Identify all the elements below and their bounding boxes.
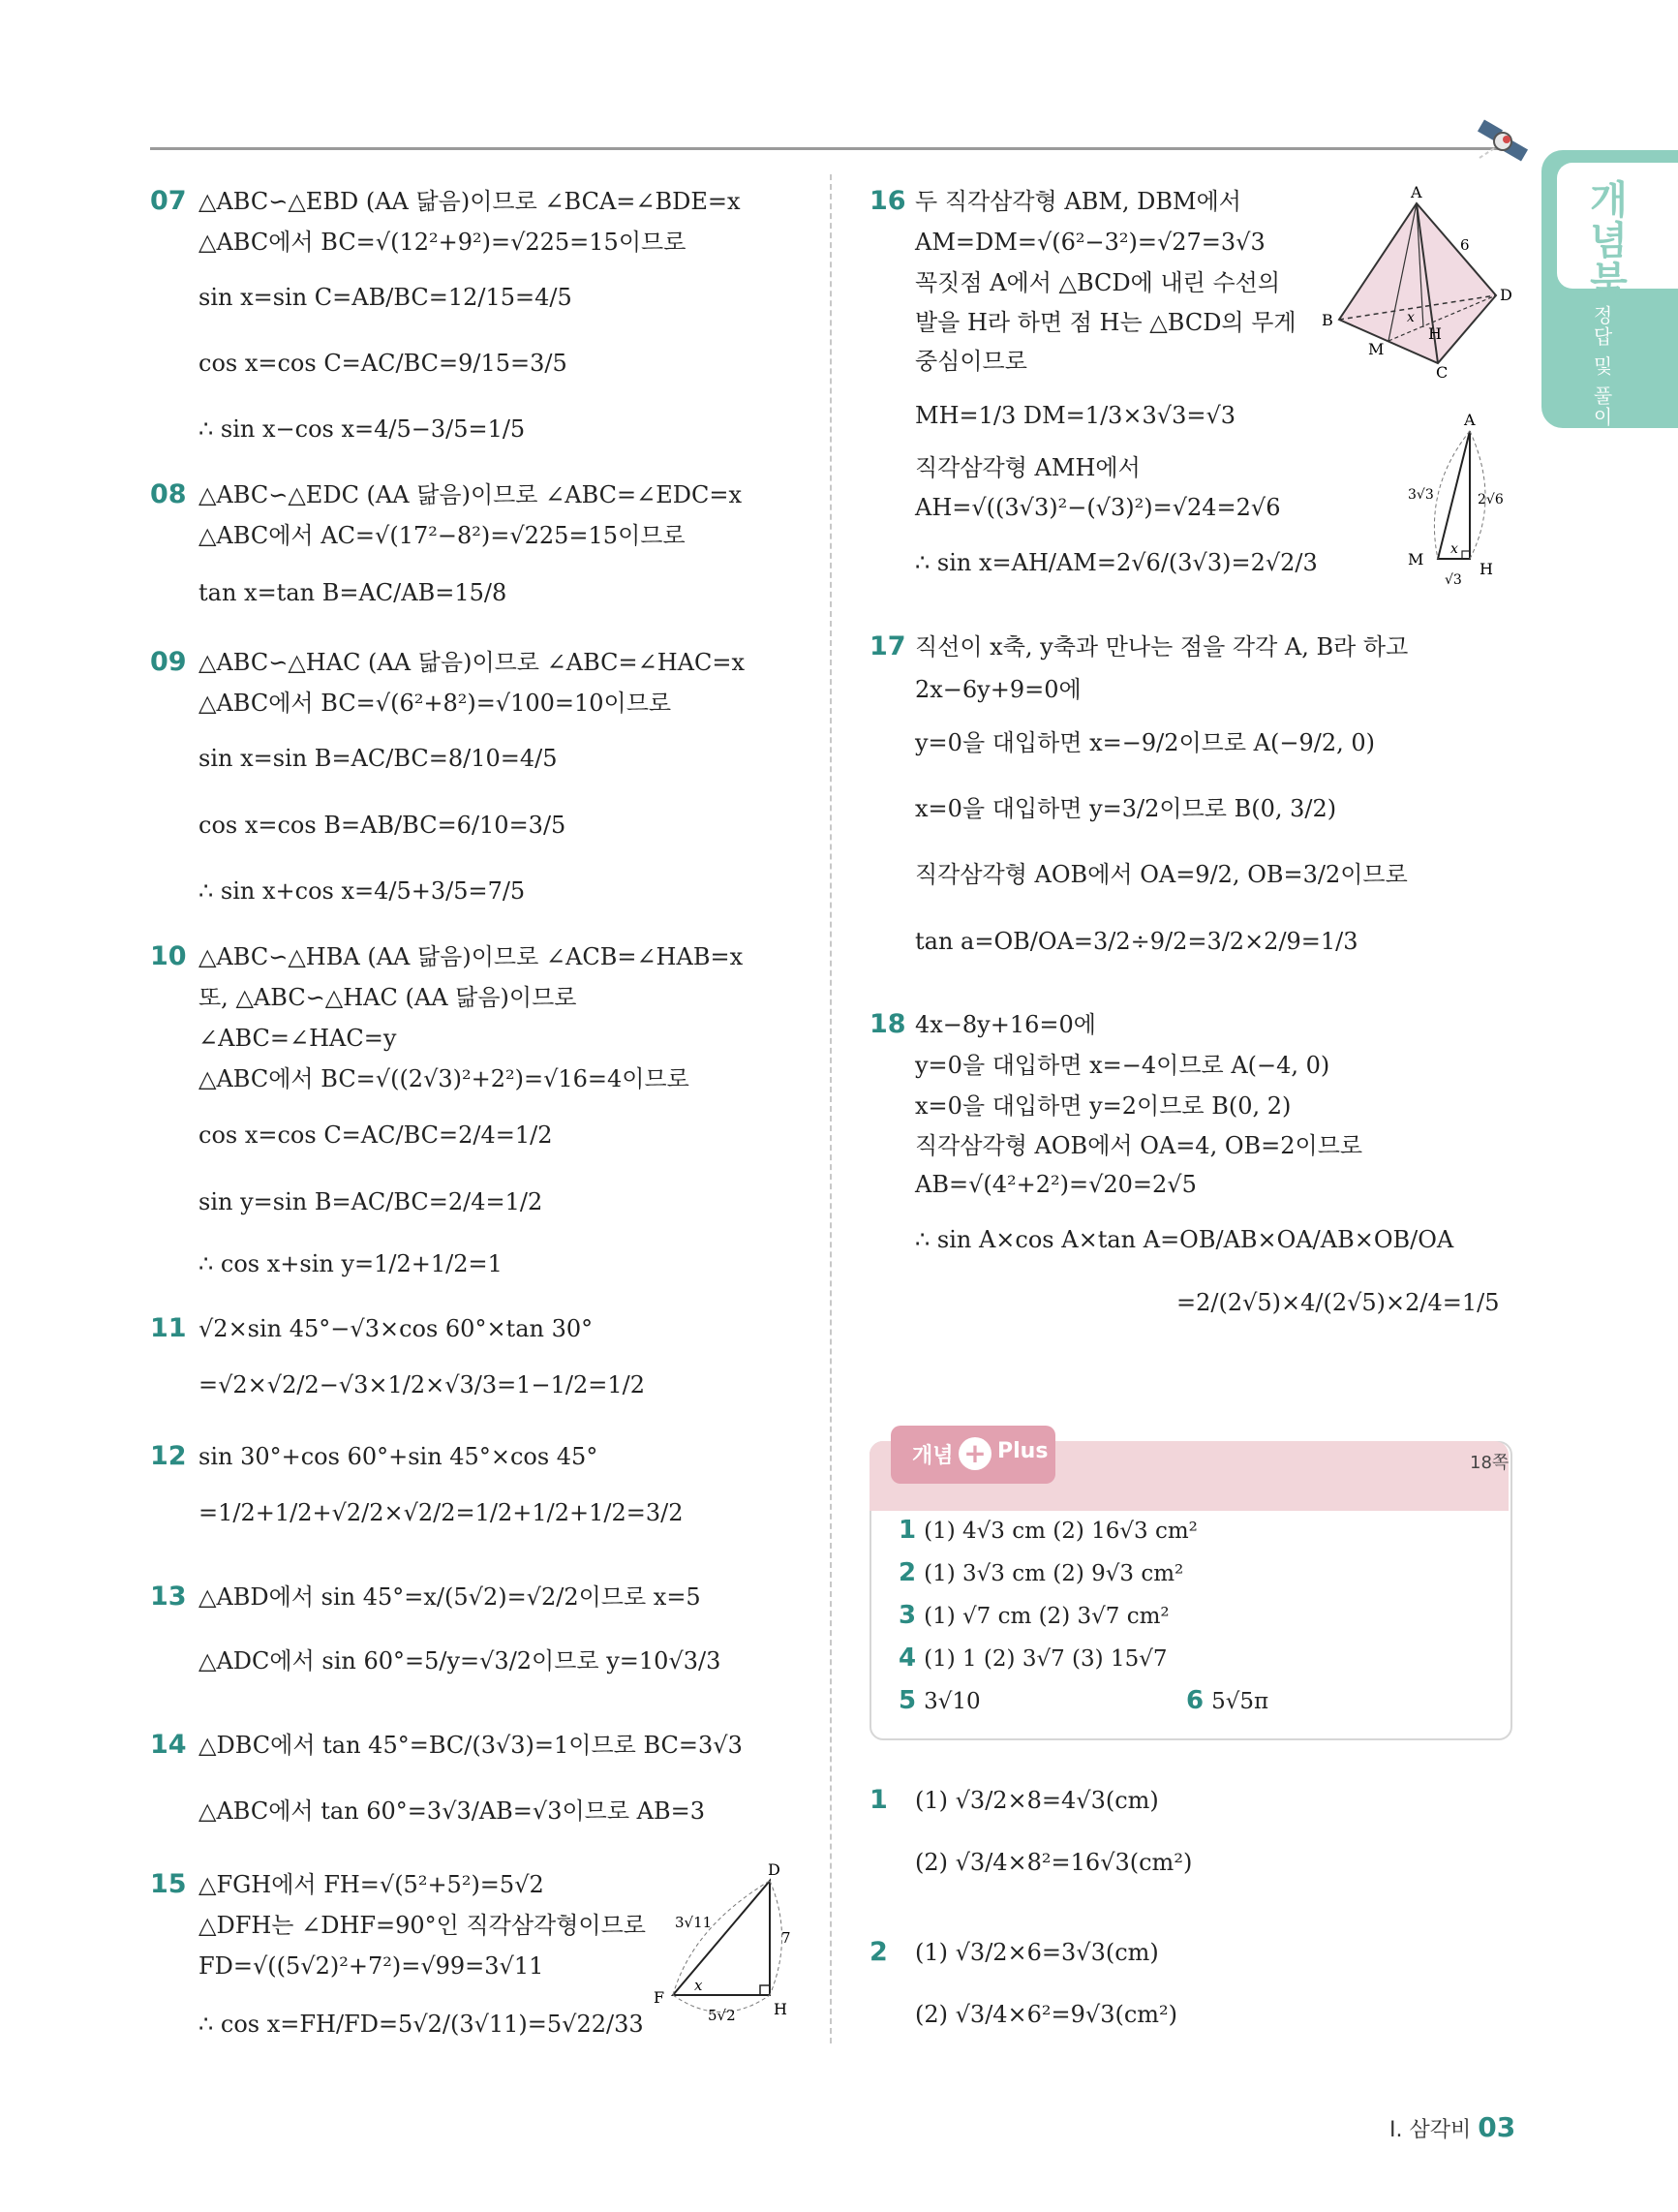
- page-reference: 18쪽: [1470, 1453, 1510, 1473]
- problem-number: 15: [150, 1869, 187, 1899]
- fig-label: C: [1436, 363, 1449, 378]
- problem-number: 17: [870, 631, 906, 661]
- solution-line: △ABC∽△EBD (AA 닮음)이므로 ∠BCA=∠BDE=x: [198, 188, 741, 215]
- fig-label: x: [1450, 541, 1458, 557]
- solution-line: y=0을 대입하면 x=−4이므로 A(−4, 0): [915, 1052, 1330, 1079]
- fig-label: H: [1480, 560, 1493, 578]
- fig-label: 5√2: [708, 2007, 736, 2024]
- solution-line: ∴ sin x+cos x=4/5+3/5=7/5: [198, 877, 526, 905]
- solution-line: AH=√((3√3)²−(√3)²)=√24=2√6: [915, 494, 1281, 521]
- solution-line: sin 30°+cos 60°+sin 45°×cos 45°: [198, 1443, 598, 1470]
- solution-line: =2/(2√5)×4/(2√5)×2/4=1/5: [1176, 1289, 1500, 1316]
- answer-number: 2: [899, 1558, 917, 1587]
- fig-label: A: [1464, 412, 1476, 429]
- solution-line: sin y=sin B=AC/BC=2/4=1/2: [198, 1188, 543, 1215]
- triangle-amh-figure: [1404, 412, 1520, 591]
- answer-number: 5: [899, 1686, 917, 1715]
- fig-label: 3√3: [1408, 487, 1434, 503]
- answer-number: 1: [899, 1516, 917, 1545]
- answer-number: 3: [899, 1601, 917, 1630]
- solution-line: 발을 H라 하면 점 H는 △BCD의 무게: [915, 309, 1297, 336]
- fig-label: 3√11: [675, 1914, 713, 1931]
- solution-line: △ABD에서 sin 45°=x/(5√2)=√2/2이므로 x=5: [198, 1583, 701, 1611]
- answer-text: 5√5π: [1211, 1689, 1269, 1714]
- solution-line: 직각삼각형 AOB에서 OA=4, OB=2이므로: [915, 1132, 1363, 1159]
- triangle-fdh-figure: [634, 1859, 808, 2024]
- solution-line: 두 직각삼각형 ABM, DBM에서: [915, 188, 1241, 215]
- problem-number: 14: [150, 1730, 187, 1760]
- solution-line: sin x=sin C=AB/BC=12/15=4/5: [198, 284, 572, 311]
- answer-item: [1186, 1686, 1268, 1715]
- solution-line: △ABC에서 AC=√(17²−8²)=√225=15이므로: [198, 522, 686, 549]
- fig-label: M: [1408, 550, 1424, 568]
- solution-line: 또, △ABC∽△HAC (AA 닮음)이므로: [198, 984, 577, 1011]
- solution-line: ∴ sin x=AH/AM=2√6/(3√3)=2√2/3: [915, 549, 1318, 576]
- solution-line: △ABC∽△HAC (AA 닮음)이므로 ∠ABC=∠HAC=x: [198, 649, 745, 676]
- satellite-icon: [1472, 114, 1540, 182]
- tetrahedron-figure: [1322, 184, 1515, 378]
- solution-line: 4x−8y+16=0에: [915, 1011, 1096, 1038]
- solution-line: MH=1/3 DM=1/3×3√3=√3: [915, 402, 1236, 429]
- solution-line: ∴ sin x−cos x=4/5−3/5=1/5: [198, 415, 526, 443]
- solution-line: △ABC∽△HBA (AA 닮음)이므로 ∠ACB=∠HAB=x: [198, 943, 744, 970]
- page-number: 03: [1478, 2111, 1516, 2143]
- tab-main-label: 개념북: [1583, 179, 1628, 301]
- solution-line: △ABC∽△EDC (AA 닮음)이므로 ∠ABC=∠EDC=x: [198, 481, 742, 508]
- solution-line: ∠ABC=∠HAC=y: [198, 1025, 397, 1052]
- problem-number: 09: [150, 647, 187, 677]
- problem-number: 1: [870, 1785, 888, 1815]
- answer-text: (1) 1 (2) 3√7 (3) 15√7: [924, 1646, 1168, 1672]
- top-rule: [150, 147, 1501, 150]
- fig-label: H: [774, 2000, 787, 2018]
- answer-number: 6: [1186, 1686, 1205, 1715]
- fig-label: 7: [781, 1929, 791, 1947]
- concept-plus-title: 개념: [912, 1444, 954, 1468]
- answer-item: [899, 1558, 1183, 1587]
- tab-sub-label: 정답 및 풀이: [1590, 305, 1613, 428]
- answer-item: [899, 1644, 1168, 1673]
- solution-line: y=0을 대입하면 x=−9/2이므로 A(−9/2, 0): [915, 729, 1375, 756]
- solution-line: tan a=OB/OA=3/2÷9/2=3/2×2/9=1/3: [915, 928, 1358, 955]
- fig-label: M: [1368, 340, 1385, 358]
- solution-line: (2) √3/4×6²=9√3(cm²): [915, 2001, 1178, 2028]
- problem-number: 12: [150, 1441, 187, 1471]
- fig-label: 2√6: [1478, 492, 1504, 507]
- solution-line: (1) √3/2×8=4√3(cm): [915, 1787, 1159, 1814]
- solution-line: △ABC에서 tan 60°=3√3/AB=√3이므로 AB=3: [198, 1797, 706, 1825]
- solution-line: AM=DM=√(6²−3²)=√27=3√3: [915, 229, 1266, 256]
- answer-text: (1) √7 cm (2) 3√7 cm²: [924, 1604, 1170, 1629]
- fig-label: D: [768, 1860, 780, 1879]
- solution-line: △FGH에서 FH=√(5²+5²)=5√2: [198, 1871, 544, 1898]
- answer-text: (1) 4√3 cm (2) 16√3 cm²: [924, 1519, 1198, 1544]
- solution-line: AB=√(4²+2²)=√20=2√5: [915, 1171, 1197, 1198]
- solution-line: x=0을 대입하면 y=2이므로 B(0, 2): [915, 1092, 1292, 1120]
- answer-number: 4: [899, 1644, 917, 1673]
- problem-number: 13: [150, 1582, 187, 1612]
- solution-line: 2x−6y+9=0에: [915, 676, 1082, 703]
- solution-line: 꼭짓점 A에서 △BCD에 내린 수선의: [915, 269, 1281, 296]
- solution-line: 중심이므로: [915, 348, 1027, 375]
- solution-line: (1) √3/2×6=3√3(cm): [915, 1939, 1159, 1966]
- fig-label: x: [1407, 310, 1415, 325]
- problem-number: 18: [870, 1009, 906, 1039]
- solution-line: (2) √3/4×8²=16√3(cm²): [915, 1849, 1193, 1876]
- solution-line: 직각삼각형 AMH에서: [915, 454, 1141, 481]
- solution-line: =√2×√2/2−√3×1/2×√3/3=1−1/2=1/2: [198, 1371, 645, 1398]
- fig-label: x: [694, 1977, 703, 1994]
- answer-item: [899, 1516, 1198, 1545]
- solution-line: △DBC에서 tan 45°=BC/(3√3)=1이므로 BC=3√3: [198, 1732, 743, 1759]
- fig-label: √3: [1445, 572, 1462, 588]
- column-divider: [830, 174, 832, 2043]
- problem-number: 10: [150, 941, 187, 971]
- solution-line: △DFH는 ∠DHF=90°인 직각삼각형이므로: [198, 1912, 646, 1939]
- solution-line: x=0을 대입하면 y=3/2이므로 B(0, 3/2): [915, 795, 1337, 822]
- answer-text: 3√10: [924, 1689, 981, 1714]
- problem-number: 2: [870, 1937, 888, 1967]
- concept-plus-subtitle: Plus: [997, 1439, 1049, 1463]
- solution-line: △ADC에서 sin 60°=5/y=√3/2이므로 y=10√3/3: [198, 1647, 721, 1674]
- solution-line: △ABC에서 BC=√(12²+9²)=√225=15이므로: [198, 229, 686, 256]
- solution-line: sin x=sin B=AC/BC=8/10=4/5: [198, 745, 558, 772]
- solution-line: FD=√((5√2)²+7²)=√99=3√11: [198, 1952, 544, 1980]
- solution-line: =1/2+1/2+√2/2×√2/2=1/2+1/2+1/2=3/2: [198, 1499, 684, 1526]
- solution-line: ∴ cos x=FH/FD=5√2/(3√11)=5√22/33: [198, 2011, 644, 2038]
- answer-item: [899, 1601, 1170, 1630]
- fig-label: A: [1411, 184, 1422, 201]
- solution-line: cos x=cos B=AB/BC=6/10=3/5: [198, 812, 566, 839]
- solution-line: cos x=cos C=AC/BC=2/4=1/2: [198, 1121, 553, 1149]
- solution-line: cos x=cos C=AC/BC=9/15=3/5: [198, 350, 567, 377]
- solution-line: △ABC에서 BC=√((2√3)²+2²)=√16=4이므로: [198, 1065, 689, 1092]
- problem-number: 16: [870, 186, 906, 216]
- page-footer: [1389, 2111, 1515, 2143]
- plus-icon: +: [959, 1437, 992, 1470]
- fig-label: 6: [1460, 236, 1470, 254]
- solution-line: 직각삼각형 AOB에서 OA=9/2, OB=3/2이므로: [915, 861, 1408, 888]
- fig-label: D: [1500, 286, 1512, 304]
- solution-line: √2×sin 45°−√3×cos 60°×tan 30°: [198, 1315, 594, 1342]
- fig-label: H: [1428, 324, 1442, 343]
- problem-number: 07: [150, 186, 187, 216]
- answer-text: (1) 3√3 cm (2) 9√3 cm²: [924, 1561, 1184, 1586]
- problem-number: 08: [150, 479, 187, 509]
- solution-line: 직선이 x축, y축과 만나는 점을 각각 A, B라 하고: [915, 633, 1409, 661]
- problem-number: 11: [150, 1313, 187, 1343]
- solution-line: tan x=tan B=AC/AB=15/8: [198, 579, 507, 606]
- solution-line: ∴ cos x+sin y=1/2+1/2=1: [198, 1250, 503, 1277]
- solution-line: △ABC에서 BC=√(6²+8²)=√100=10이므로: [198, 690, 672, 717]
- solution-line: ∴ sin A×cos A×tan A=OB/AB×OA/AB×OB/OA: [915, 1226, 1454, 1253]
- fig-label: F: [654, 1988, 665, 2007]
- chapter-label: Ⅰ. 삼각비: [1389, 2118, 1472, 2142]
- fig-label: B: [1322, 311, 1333, 329]
- answer-item: [899, 1686, 981, 1715]
